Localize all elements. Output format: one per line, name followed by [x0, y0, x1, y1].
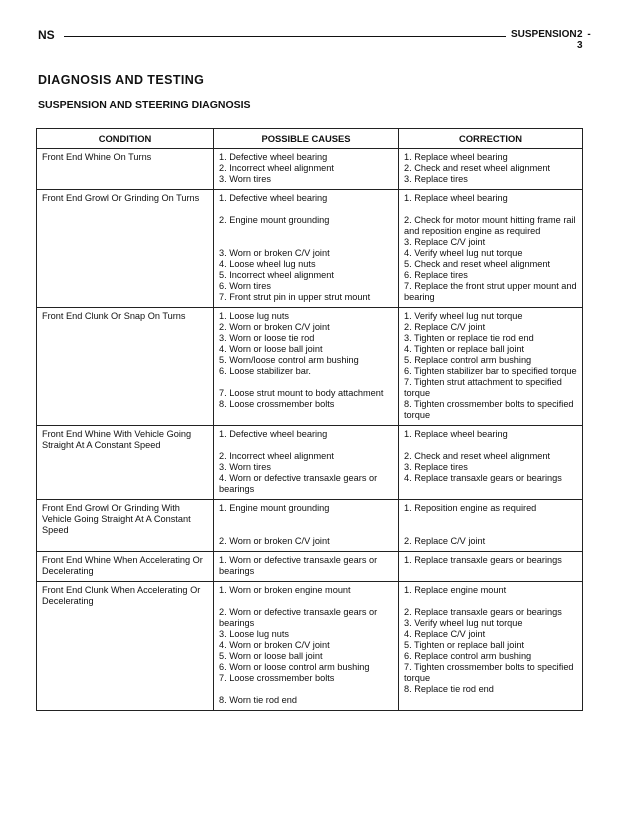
cause-item: 2. Incorrect wheel alignment	[219, 451, 334, 461]
condition-cell	[37, 582, 214, 711]
spacer	[219, 684, 393, 695]
correction-cell	[399, 190, 583, 308]
correction-item: 1. Replace wheel bearing	[404, 193, 508, 203]
cause-item: 7. Loose strut mount to body attachment	[219, 388, 384, 398]
condition-text: Front End Growl Or Grinding With Vehicle Going Straight At A Constant Speed	[42, 503, 191, 535]
correction-item: 2. Check and reset wheel alignment	[404, 451, 551, 461]
condition-text: Front End Whine With Vehicle Going Straight At A Constant Speed	[42, 429, 192, 450]
table-row	[37, 552, 583, 582]
cause-item: 6. Loose stabilizer bar.	[219, 366, 311, 376]
header-left-label: NS	[38, 28, 55, 42]
cause-item: 3. Worn or broken C/V joint	[219, 248, 330, 258]
correction-item: 2. Replace C/V joint	[404, 322, 486, 332]
table-row	[37, 582, 583, 711]
cause-item: 8. Loose crossmember bolts	[219, 399, 335, 409]
condition-text: Front End Whine On Turns	[42, 152, 152, 162]
correction-item: 7. Replace the front strut upper mount and bearing	[404, 281, 577, 302]
header-section-label: SUSPENSION	[511, 29, 577, 40]
table-header-row	[37, 129, 583, 149]
correction-cell	[399, 552, 583, 582]
table-row	[37, 149, 583, 190]
cause-item: 6. Worn tires	[219, 281, 271, 291]
table-row	[37, 426, 583, 500]
table-row	[37, 190, 583, 308]
cause-item: 1. Worn or defective transaxle gears or bearings	[219, 555, 378, 576]
column-header-causes: POSSIBLE CAUSES	[214, 129, 399, 149]
cause-item: 1. Defective wheel bearing	[219, 152, 328, 162]
correction-item: 5. Tighten or replace ball joint	[404, 640, 525, 650]
causes-cell	[214, 308, 399, 426]
spacer	[219, 377, 393, 388]
condition-text: Front End Growl Or Grinding On Turns	[42, 193, 200, 203]
header-page-number: 2 - 3	[577, 29, 592, 51]
spacer	[219, 440, 393, 451]
correction-cell	[399, 426, 583, 500]
cause-item: 7. Front strut pin in upper strut mount	[219, 292, 371, 302]
table-row	[37, 308, 583, 426]
spacer	[219, 204, 393, 215]
spacer	[404, 440, 577, 451]
header-rule	[64, 36, 506, 37]
spacer	[219, 525, 393, 536]
causes-cell	[214, 190, 399, 308]
cause-item: 1. Defective wheel bearing	[219, 193, 328, 203]
correction-cell	[399, 149, 583, 190]
correction-item: 3. Replace tires	[404, 462, 468, 472]
condition-text: Front End Clunk Or Snap On Turns	[42, 311, 186, 321]
cause-item: 3. Worn or loose tie rod	[219, 333, 315, 343]
correction-item: 2. Check and reset wheel alignment	[404, 163, 551, 173]
correction-item: 4. Verify wheel lug nut torque	[404, 248, 523, 258]
correction-item: 2. Replace C/V joint	[404, 536, 486, 546]
cause-item: 6. Worn or loose control arm bushing	[219, 662, 370, 672]
cause-item: 2. Worn or broken C/V joint	[219, 322, 330, 332]
condition-cell	[37, 500, 214, 552]
spacer	[219, 514, 393, 525]
correction-item: 5. Check and reset wheel alignment	[404, 259, 551, 269]
cause-item: 1. Defective wheel bearing	[219, 429, 328, 439]
correction-item: 4. Tighten or replace ball joint	[404, 344, 525, 354]
table-row	[37, 500, 583, 552]
correction-item: 6. Replace control arm bushing	[404, 651, 532, 661]
correction-cell	[399, 308, 583, 426]
condition-cell	[37, 149, 214, 190]
condition-cell	[37, 552, 214, 582]
correction-item: 1. Replace transaxle gears or bearings	[404, 555, 562, 565]
column-header-correction: CORRECTION	[399, 129, 583, 149]
cause-item: 1. Loose lug nuts	[219, 311, 289, 321]
correction-item: 3. Replace tires	[404, 174, 468, 184]
correction-item: 1. Reposition engine as required	[404, 503, 537, 513]
causes-cell	[214, 552, 399, 582]
spacer	[219, 237, 393, 248]
correction-item: 8. Tighten crossmember bolts to specified torque	[404, 399, 574, 420]
cause-item: 4. Worn or loose ball joint	[219, 344, 323, 354]
cause-item: 1. Engine mount grounding	[219, 503, 330, 513]
spacer	[404, 525, 577, 536]
page-header	[38, 28, 598, 51]
spacer	[219, 226, 393, 237]
correction-item: 7. Tighten crossmember bolts to specified torque	[404, 662, 574, 683]
correction-item: 1. Replace engine mount	[404, 585, 507, 595]
cause-item: 2. Worn or broken C/V joint	[219, 536, 330, 546]
cause-item: 5. Incorrect wheel alignment	[219, 270, 334, 280]
correction-cell	[399, 500, 583, 552]
cause-item: 2. Worn or defective transaxle gears or bearings	[219, 607, 378, 628]
causes-cell	[214, 149, 399, 190]
causes-cell	[214, 500, 399, 552]
correction-item: 3. Verify wheel lug nut torque	[404, 618, 523, 628]
cause-item: 2. Incorrect wheel alignment	[219, 163, 334, 173]
correction-item: 1. Replace wheel bearing	[404, 429, 508, 439]
spacer	[404, 204, 577, 215]
cause-item: 7. Loose crossmember bolts	[219, 673, 335, 683]
section-title: DIAGNOSIS AND TESTING	[38, 73, 205, 87]
correction-item: 6. Tighten stabilizer bar to specified torque	[404, 366, 577, 376]
cause-item: 8. Worn tie rod end	[219, 695, 297, 705]
correction-item: 6. Replace tires	[404, 270, 468, 280]
cause-item: 5. Worn/loose control arm bushing	[219, 355, 359, 365]
correction-item: 7. Tighten strut attachment to specified torque	[404, 377, 562, 398]
correction-item: 4. Replace C/V joint	[404, 629, 486, 639]
correction-cell	[399, 582, 583, 711]
correction-item: 3. Replace C/V joint	[404, 237, 486, 247]
condition-text: Front End Whine When Accelerating Or Decelerating	[42, 555, 203, 576]
correction-item: 1. Verify wheel lug nut torque	[404, 311, 523, 321]
correction-item: 2. Replace transaxle gears or bearings	[404, 607, 562, 617]
condition-cell	[37, 190, 214, 308]
cause-item: 5. Worn or loose ball joint	[219, 651, 323, 661]
causes-cell	[214, 582, 399, 711]
cause-item: 1. Worn or broken engine mount	[219, 585, 351, 595]
column-header-condition: CONDITION	[37, 129, 214, 149]
diagnosis-table	[36, 128, 583, 711]
cause-item: 3. Loose lug nuts	[219, 629, 289, 639]
cause-item: 4. Worn or defective transaxle gears or bearings	[219, 473, 378, 494]
cause-item: 4. Loose wheel lug nuts	[219, 259, 316, 269]
spacer	[404, 514, 577, 525]
correction-item: 8. Replace tie rod end	[404, 684, 494, 694]
condition-text: Front End Clunk When Accelerating Or Decelerating	[42, 585, 201, 606]
spacer	[404, 596, 577, 607]
condition-cell	[37, 308, 214, 426]
correction-item: 1. Replace wheel bearing	[404, 152, 508, 162]
correction-item: 3. Tighten or replace tie rod end	[404, 333, 534, 343]
correction-item: 2. Check for motor mount hitting frame rail and reposition engine as required	[404, 215, 576, 236]
table-title: SUSPENSION AND STEERING DIAGNOSIS	[38, 99, 251, 111]
condition-cell	[37, 426, 214, 500]
correction-item: 4. Replace transaxle gears or bearings	[404, 473, 562, 483]
causes-cell	[214, 426, 399, 500]
cause-item: 4. Worn or broken C/V joint	[219, 640, 330, 650]
cause-item: 3. Worn tires	[219, 462, 271, 472]
spacer	[219, 596, 393, 607]
cause-item: 2. Engine mount grounding	[219, 215, 330, 225]
correction-item: 5. Replace control arm bushing	[404, 355, 532, 365]
cause-item: 3. Worn tires	[219, 174, 271, 184]
